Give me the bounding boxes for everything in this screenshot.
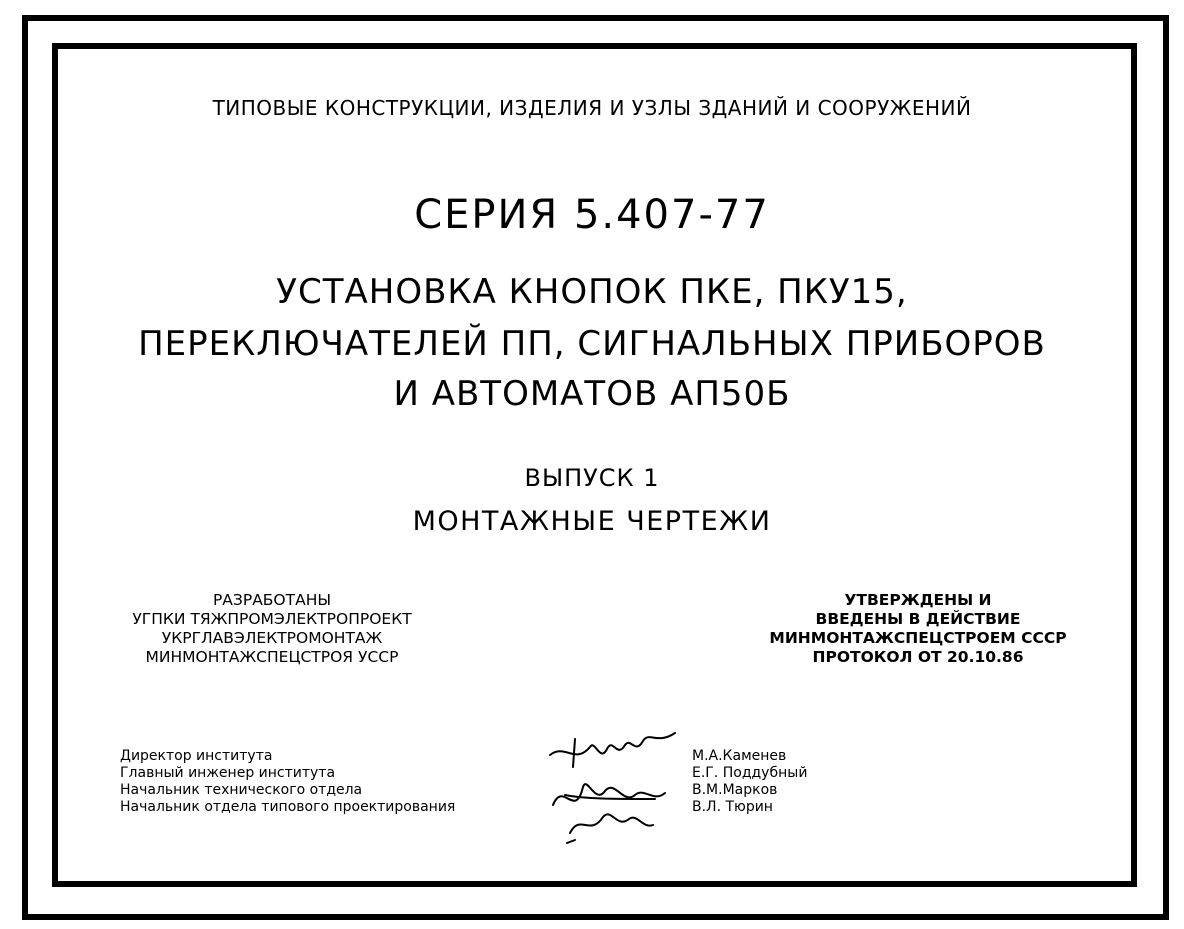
approved-line: УТВЕРЖДЕНЫ И	[844, 591, 992, 609]
title-line-2: ПЕРЕКЛЮЧАТЕЛЕЙ ПП, СИГНАЛЬНЫХ ПРИБОРОВ	[138, 324, 1046, 364]
approved-line: МИНМОНТАЖСПЕЦСТРОЕМ СССР	[769, 629, 1067, 647]
name-director: М.А.Каменев	[692, 748, 787, 764]
issue-number: ВЫПУСК 1	[524, 464, 660, 492]
names-list	[692, 748, 807, 816]
name-chief-engineer: Е.Г. Поддубный	[692, 765, 808, 781]
position-chief-engineer: Главный инженер института	[120, 765, 336, 781]
name-typical-design-head: В.Л. Тюрин	[692, 799, 773, 815]
name-tech-head: В.М.Марков	[692, 782, 778, 798]
series-number: СЕРИЯ 5.407-77	[414, 192, 770, 238]
title-line-1: УСТАНОВКА КНОПОК ПКЕ, ПКУ15,	[276, 272, 908, 312]
position-director: Директор института	[120, 748, 273, 764]
title-line-3: И АВТОМАТОВ АП50Б	[393, 374, 791, 414]
document-header: ТИПОВЫЕ КОНСТРУКЦИИ, ИЗДЕЛИЯ И УЗЛЫ ЗДАНИЙ И СООРУЖЕНИЙ	[212, 96, 972, 120]
approved-by-block	[748, 591, 1088, 667]
handwritten-signatures	[545, 725, 685, 845]
position-tech-head: Начальник технического отдела	[120, 782, 363, 798]
position-typical-design-head: Начальник отдела типового проектирования	[120, 799, 456, 815]
approved-line: ВВЕДЕНЫ В ДЕЙСТВИЕ	[815, 610, 1021, 628]
developed-line: РАЗРАБОТАНЫ	[212, 591, 332, 609]
document-subtitle: МОНТАЖНЫЕ ЧЕРТЕЖИ	[412, 506, 772, 537]
developed-line: УГПКИ ТЯЖПРОМЭЛЕКТРОПРОЕКТ	[132, 610, 412, 628]
approved-line: ПРОТОКОЛ ОТ 20.10.86	[812, 648, 1024, 666]
positions-list	[120, 748, 455, 816]
developed-line: УКРГЛАВЭЛЕКТРОМОНТАЖ	[161, 629, 383, 647]
developed-line: МИНМОНТАЖСПЕЦСТРОЯ УССР	[145, 648, 399, 666]
developed-by-block	[92, 591, 452, 667]
